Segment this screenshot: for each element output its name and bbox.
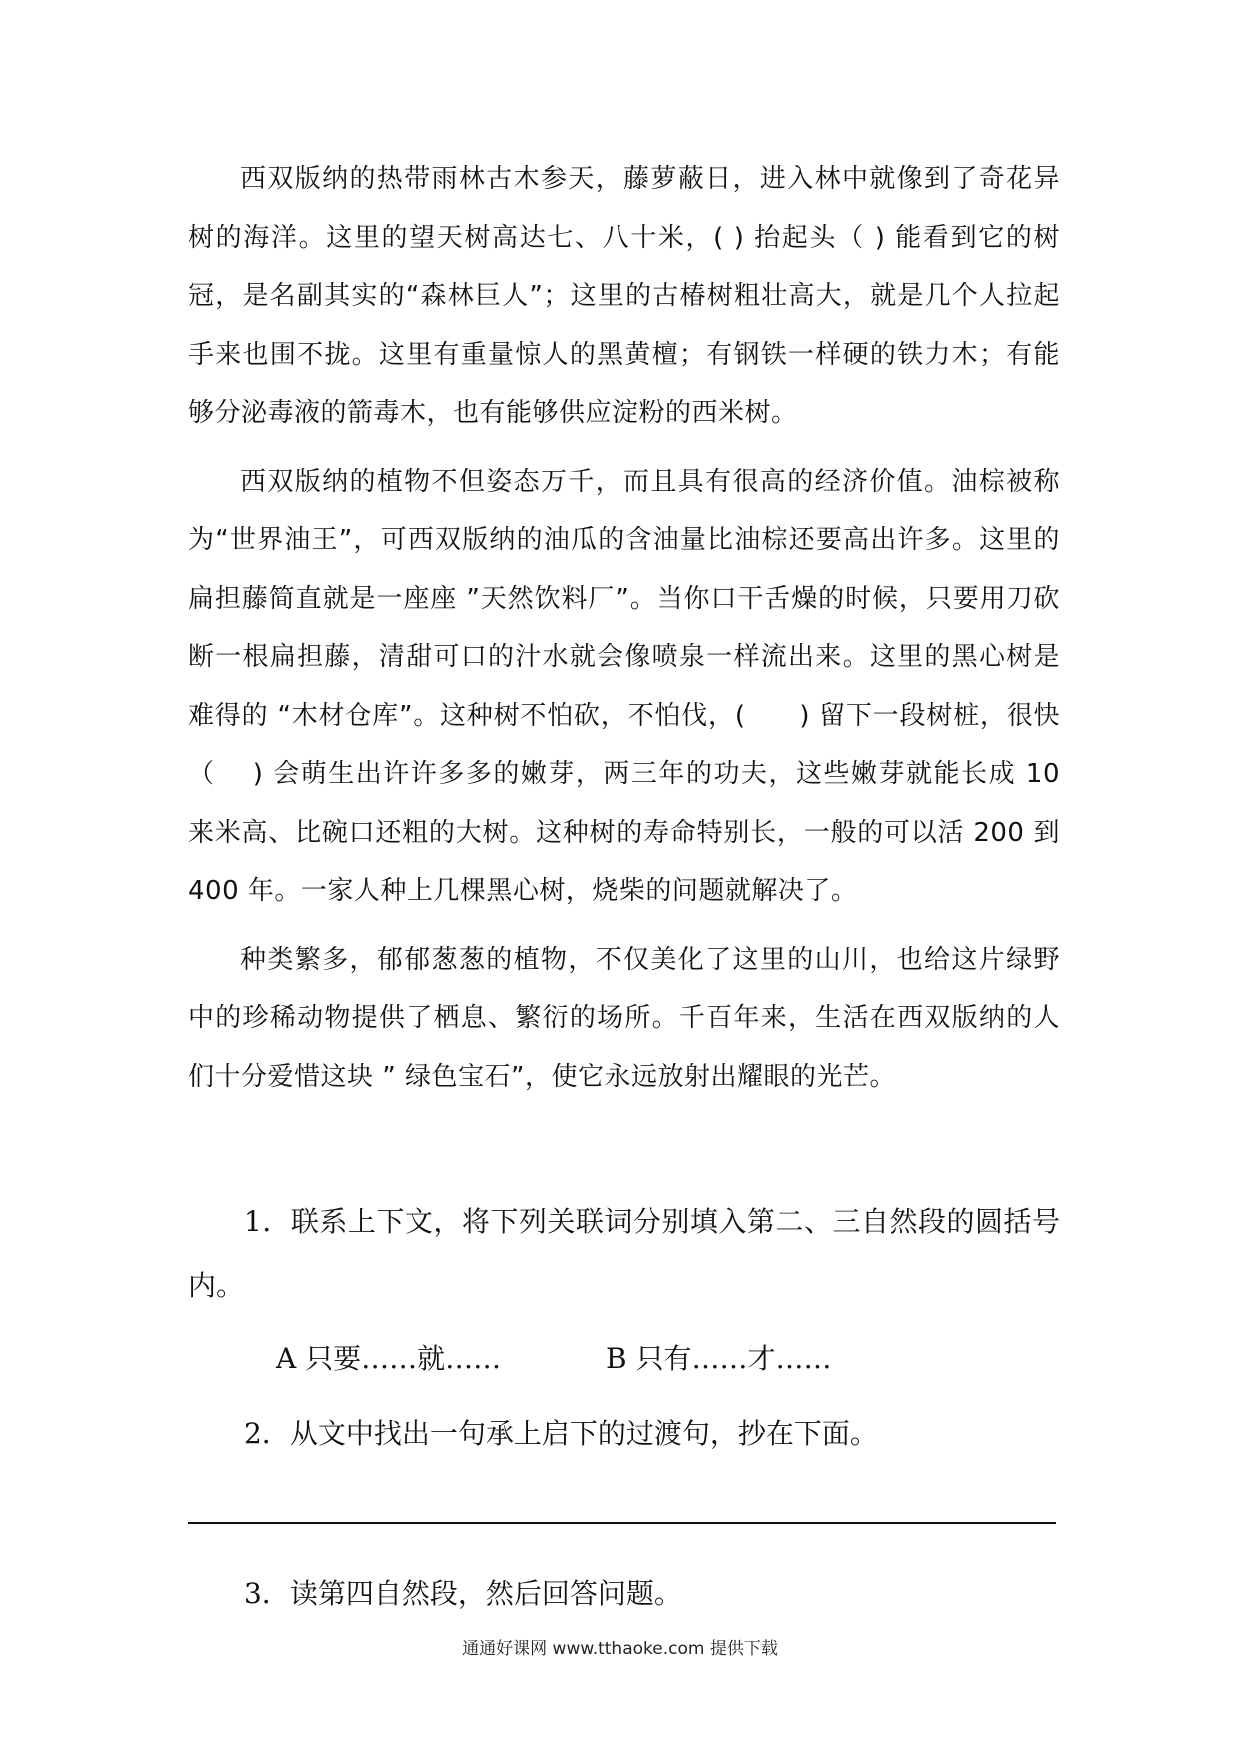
question-1: 1．联系上下文，将下列关联词分别填入第二、三自然段的圆括号内。 [188, 1205, 1060, 1302]
option-b: B 只有……才…… [606, 1342, 832, 1375]
passage-paragraph-3: 种类繁多，郁郁葱葱的植物，不仅美化了这里的山川，也给这片绿野中的珍稀动物提供了栖息、繁衍的场所。千百年来，生活在西双版纳的人们十分爱惜这块 ” 绿色宝石”，使它永远放射出耀眼的光芒。 [188, 944, 1060, 1092]
answer-line[interactable] [188, 1522, 1056, 1524]
questions-section [188, 1190, 1060, 1626]
option-a: A 只要……就…… [276, 1342, 502, 1375]
question-3: 3．读第四自然段，然后回答问题。 [244, 1577, 682, 1610]
question-1-options [188, 1332, 1060, 1386]
passage [188, 150, 1060, 1106]
question-2: 2．从文中找出一句承上启下的过渡句，抄在下面。 [244, 1417, 878, 1450]
passage-paragraph-2: 西双版纳的植物不但姿态万千，而且具有很高的经济价值。油棕被称为“世界油王”，可西双版纳的油瓜的含油量比油棕还要高出许多。这里的扁担藤简直就是一座座 ”天然饮料厂”。当你口干舌燥的时候，只要用刀砍断一根扁担藤，清甜可口的汁水就会像喷泉一样流出来。这里的黑心树是难得的 “木材仓库”。这种树不怕砍，不怕伐，( ) 留下一段树桩，很快（ ) 会萌生出许许多多的嫩芽，两三年的功夫，这些嫩芽就能长成 10 来米高、比碗口还粗的大树。这种树的寿命特别长，一般的可以活 200 到 400 年。一家人种上几棵黑心树，烧柴的问题就解决了。 [188, 466, 1060, 906]
page-footer: 通通好课网 www.tthaoke.com 提供下载 [462, 1639, 778, 1659]
passage-paragraph-1: 西双版纳的热带雨林古木参天，藤萝蔽日，进入林中就像到了奇花异树的海洋。这里的望天树高达七、八十米，( ) 抬起头（ ) 能看到它的树冠，是名副其实的“森林巨人”；这里的古椿树粗壮高大，就是几个人拉起手来也围不拢。这里有重量惊人的黑黄檀；有钢铁一样硬的铁力木；有能够分泌毒液的箭毒木，也有能够供应淀粉的西米树。 [188, 164, 1060, 428]
